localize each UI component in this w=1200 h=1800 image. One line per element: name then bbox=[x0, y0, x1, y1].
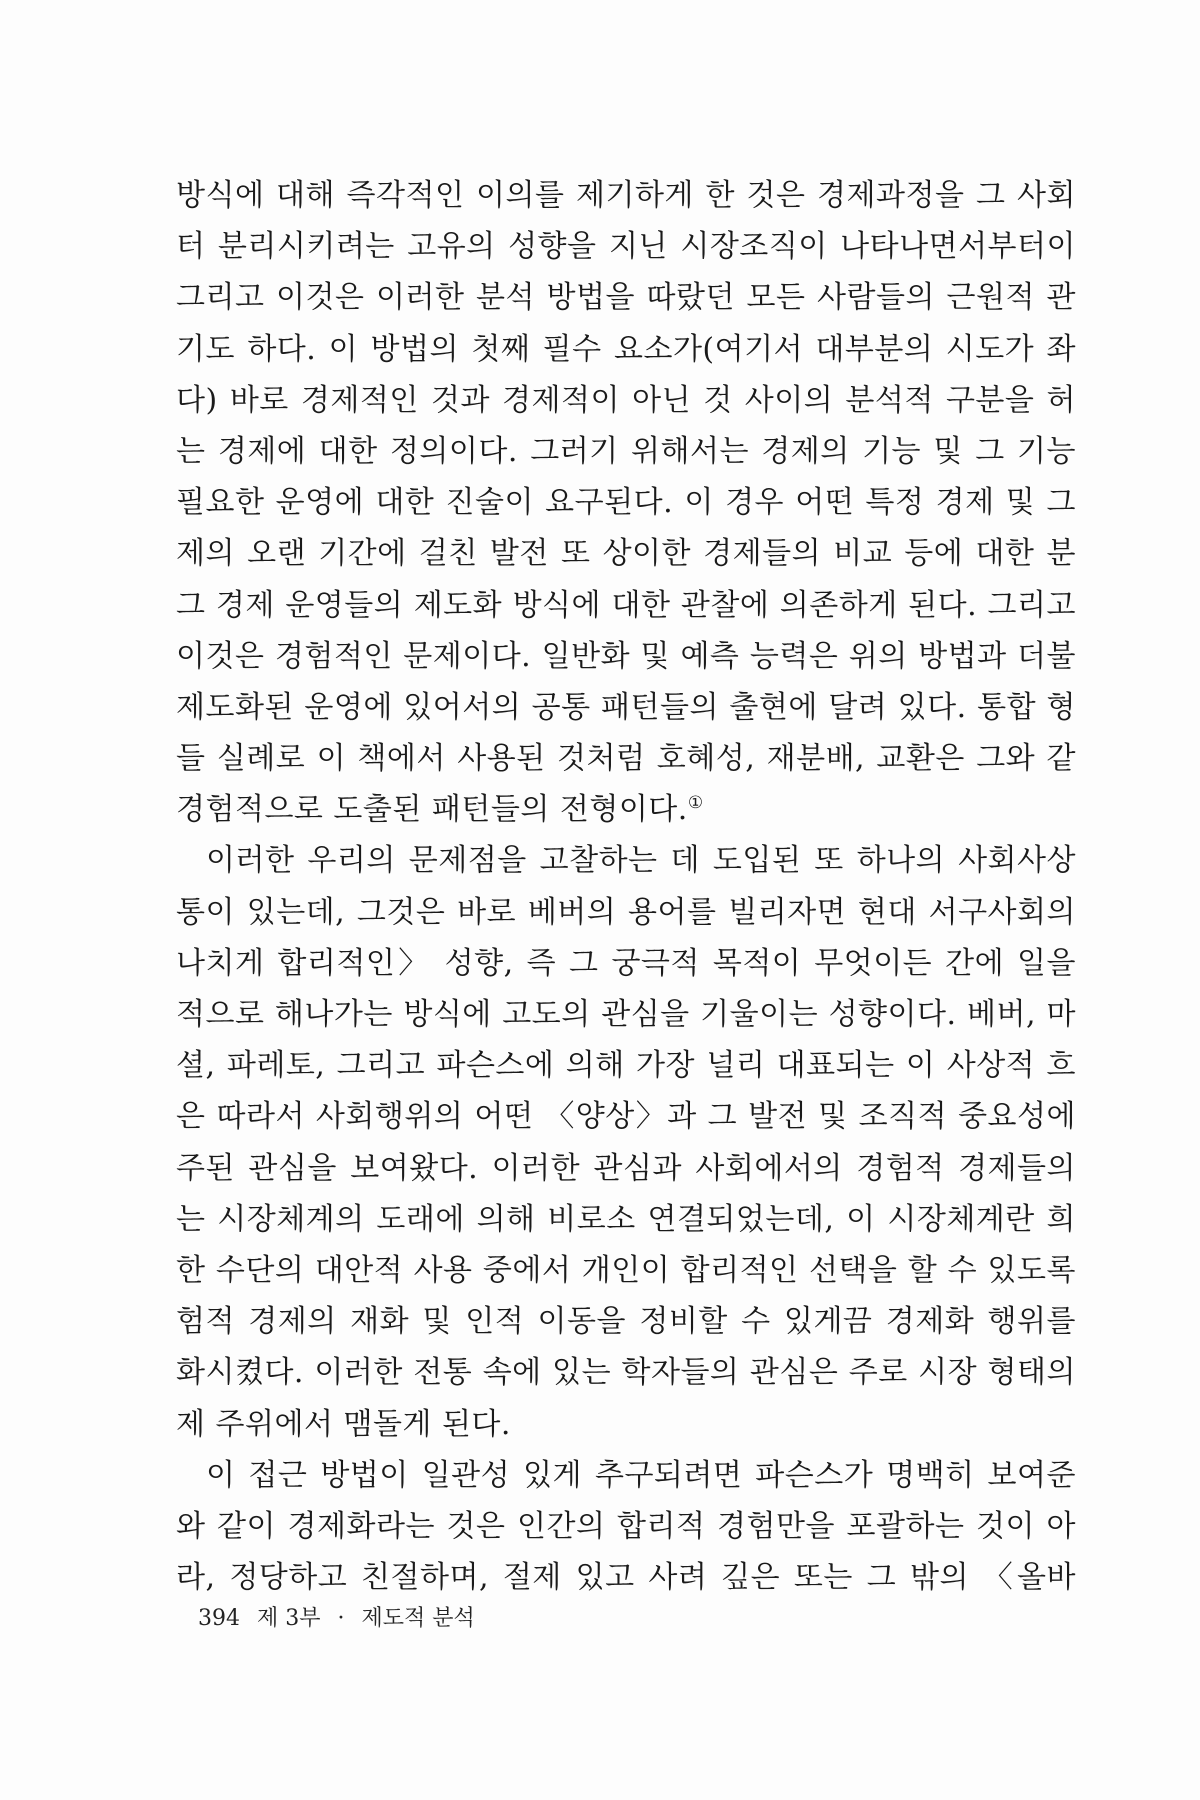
text-line bbox=[176, 784, 1076, 835]
text-line: 다) 바로 경제적인 것과 경제적이 아닌 것 사이의 분석적 구분을 허 bbox=[176, 382, 1076, 418]
page-footer bbox=[198, 1604, 485, 1634]
text-line: 주된 관심을 보여왔다. 이러한 관심과 사회에서의 경험적 경제들의 bbox=[176, 1150, 1076, 1186]
text-line: 이러한 우리의 문제점을 고찰하는 데 도입된 또 하나의 사회사상 bbox=[206, 843, 1076, 879]
footnote-marker: ① bbox=[687, 793, 704, 814]
text-line: 한 수단의 대안적 사용 중에서 개인이 합리적인 선택을 할 수 있도록 bbox=[176, 1252, 1076, 1288]
text-line-content: 경험적으로 도출된 패턴들의 전형이다. bbox=[176, 792, 688, 828]
text-line: 셜, 파레토, 그리고 파슨스에 의해 가장 널리 대표되는 이 사상적 흐 bbox=[176, 1048, 1076, 1084]
text-line: 이 접근 방법이 일관성 있게 추구되려면 파슨스가 명백히 보여준 bbox=[206, 1457, 1076, 1493]
text-line: 그리고 이것은 이러한 분석 방법을 따랐던 모든 사람들의 근원적 관 bbox=[176, 280, 1076, 316]
text-line: 필요한 운영에 대한 진술이 요구된다. 이 경우 어떤 특정 경제 및 그 bbox=[176, 485, 1076, 521]
part-label: 제 3부 bbox=[257, 1606, 321, 1631]
text-line: 방식에 대해 즉각적인 이의를 제기하게 한 것은 경제과정을 그 사회 bbox=[176, 178, 1076, 213]
footer-separator: · bbox=[337, 1606, 345, 1631]
text-line: 는 시장체계의 도래에 의해 비로소 연결되었는데, 이 시장체계란 희 bbox=[176, 1201, 1076, 1237]
text-line: 통이 있는데, 그것은 바로 베버의 용어를 빌리자면 현대 서구사회의 bbox=[176, 894, 1076, 930]
text-line: 제 주위에서 맴돌게 된다. bbox=[176, 1406, 511, 1442]
text-line: 와 같이 경제화라는 것은 인간의 합리적 경험만을 포괄하는 것이 아 bbox=[176, 1508, 1076, 1544]
section-label: 제도적 분석 bbox=[361, 1606, 475, 1631]
text-line: 험적 경제의 재화 및 인적 이동을 정비할 수 있게끔 경제화 행위를 bbox=[176, 1304, 1076, 1340]
text-line: 라, 정당하고 친절하며, 절제 있고 사려 깊은 또는 그 밖의 〈올바 bbox=[176, 1560, 1076, 1596]
text-line: 제의 오랜 기간에 걸친 발전 또 상이한 경제들의 비교 등에 대한 분 bbox=[176, 536, 1076, 572]
text-line: 제도화된 운영에 있어서의 공통 패턴들의 출현에 달려 있다. 통합 형 bbox=[176, 689, 1076, 725]
text-line: 터 분리시키려는 고유의 성향을 지닌 시장조직이 나타나면서부터이 bbox=[176, 229, 1076, 265]
text-line: 은 따라서 사회행위의 어떤 〈양상〉과 그 발전 및 조직적 중요성에 bbox=[176, 1099, 1076, 1135]
text-line: 적으로 해나가는 방식에 고도의 관심을 기울이는 성향이다. 베버, 마 bbox=[176, 997, 1076, 1032]
text-line: 화시켰다. 이러한 전통 속에 있는 학자들의 관심은 주로 시장 형태의 bbox=[176, 1355, 1076, 1391]
text-line: 나치게 합리적인〉 성향, 즉 그 궁극적 목적이 무엇이든 간에 일을 bbox=[176, 945, 1076, 981]
text-line: 이것은 경험적인 문제이다. 일반화 및 예측 능력은 위의 방법과 더불 bbox=[176, 638, 1076, 674]
text-line: 들 실례로 이 책에서 사용된 것처럼 호혜성, 재분배, 교환은 그와 같 bbox=[176, 741, 1076, 777]
text-line: 기도 하다. 이 방법의 첫째 필수 요소가(여기서 대부분의 시도가 좌 bbox=[176, 331, 1076, 367]
text-line: 그 경제 운영들의 제도화 방식에 대한 관찰에 의존하게 된다. 그리고 bbox=[176, 587, 1076, 623]
page-number: 394 bbox=[198, 1606, 240, 1631]
text-line: 는 경제에 대한 정의이다. 그러기 위해서는 경제의 기능 및 그 기능 bbox=[176, 433, 1076, 469]
body-text bbox=[176, 170, 1076, 1603]
